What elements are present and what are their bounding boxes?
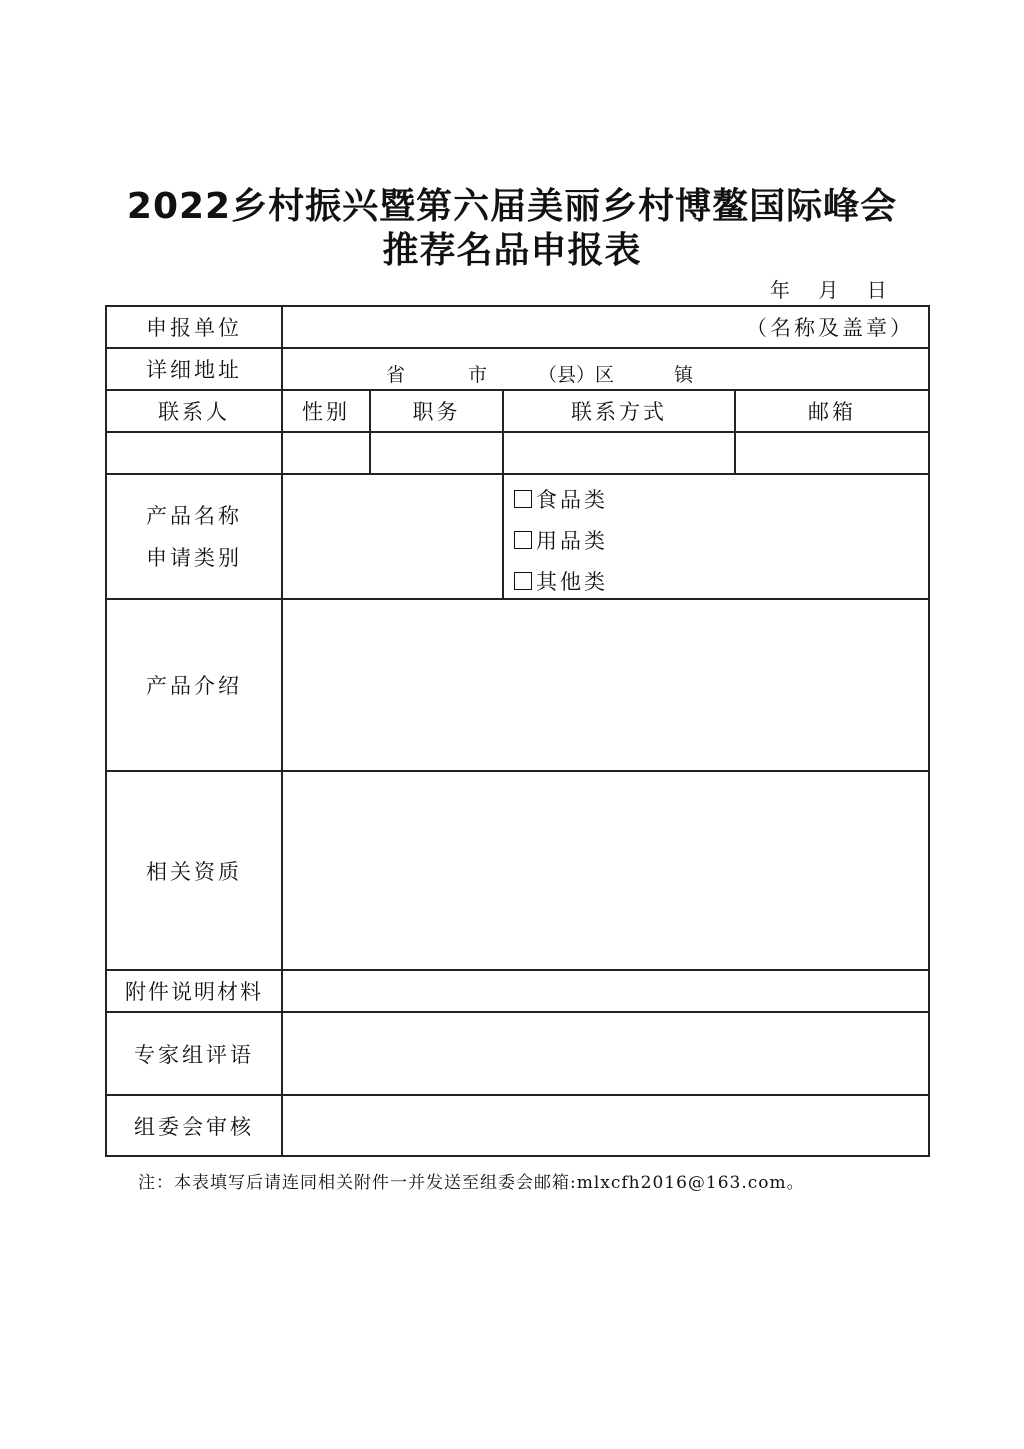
position-input[interactable] xyxy=(371,433,502,473)
applicant-hint: （名称及盖章） xyxy=(746,316,914,340)
contact-method-header: 联系方式 xyxy=(571,400,667,424)
attachments-input[interactable] xyxy=(283,971,928,1011)
date-day: 日 xyxy=(866,278,887,302)
checkbox-icon[interactable] xyxy=(514,572,532,590)
gender-header: 性别 xyxy=(302,400,350,424)
category-label: 用品类 xyxy=(536,529,608,553)
qualification-label: 相关资质 xyxy=(146,859,242,884)
contact-method-input[interactable] xyxy=(504,433,734,473)
date-year: 年 xyxy=(770,278,790,302)
footnote: 注：本表填写后请连同相关附件一并发送至组委会邮箱:mlxcfh2016@163.com。 xyxy=(138,1173,805,1193)
date-month: 月 xyxy=(818,278,839,302)
applicant-label: 申报单位 xyxy=(146,316,242,340)
expert-label: 专家组评语 xyxy=(134,1042,254,1067)
table-border-bottom xyxy=(105,1155,930,1157)
intro-label: 产品介绍 xyxy=(146,674,242,698)
address-town: 镇 xyxy=(674,364,694,386)
committee-input[interactable] xyxy=(283,1096,928,1155)
product-name-input[interactable] xyxy=(283,475,502,598)
qualification-input[interactable] xyxy=(283,772,928,969)
category-label: 其他类 xyxy=(536,570,608,594)
applicant-input[interactable] xyxy=(283,307,928,347)
product-label-line1: 产品名称 xyxy=(146,503,242,528)
committee-label: 组委会审核 xyxy=(134,1114,254,1139)
col-divider xyxy=(502,473,504,598)
date-line xyxy=(770,274,909,303)
contact-input[interactable] xyxy=(107,433,281,473)
form-title-line2: 推荐名品申报表 xyxy=(382,230,642,271)
product-label-line2: 申请类别 xyxy=(146,545,242,570)
category-label: 食品类 xyxy=(536,488,608,512)
email-header: 邮箱 xyxy=(808,400,856,424)
address-county: （县）区 xyxy=(538,364,615,386)
category-option-food[interactable] xyxy=(514,484,608,514)
table-border-right xyxy=(928,305,930,1157)
category-option-other[interactable] xyxy=(514,566,608,596)
category-option-supplies[interactable] xyxy=(514,525,608,555)
intro-input[interactable] xyxy=(283,600,928,770)
product-label xyxy=(107,475,281,598)
form-title-line1: 2022乡村振兴暨第六届美丽乡村博鳌国际峰会 xyxy=(126,186,898,227)
position-header: 职务 xyxy=(412,400,461,424)
contact-header: 联系人 xyxy=(158,400,230,424)
email-input[interactable] xyxy=(736,433,928,473)
address-province: 省 xyxy=(386,364,406,386)
address-city: 市 xyxy=(468,364,488,386)
expert-input[interactable] xyxy=(283,1013,928,1094)
attachments-label: 附件说明材料 xyxy=(125,980,263,1004)
checkbox-icon[interactable] xyxy=(514,490,532,508)
gender-input[interactable] xyxy=(283,433,369,473)
checkbox-icon[interactable] xyxy=(514,531,532,549)
address-label: 详细地址 xyxy=(146,358,242,382)
